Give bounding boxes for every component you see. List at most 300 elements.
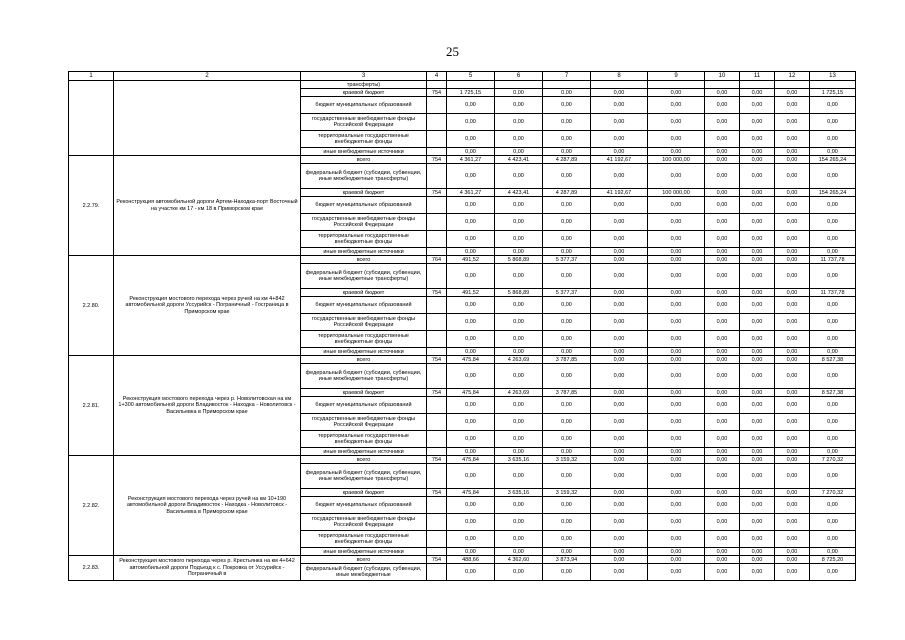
budget-code <box>427 164 447 189</box>
year-value: 0,00 <box>591 389 648 397</box>
budget-table-body <box>69 72 856 581</box>
year-value: 0,00 <box>447 231 495 248</box>
year-value: 0,00 <box>775 431 810 448</box>
column-number: 10 <box>705 72 740 81</box>
budget-code <box>427 564 447 581</box>
year-value: 0,00 <box>740 348 775 356</box>
year-value: 0,00 <box>740 148 775 156</box>
year-value: 0,00 <box>543 464 591 489</box>
year-value: 0,00 <box>740 256 775 264</box>
year-value: 0,00 <box>447 114 495 131</box>
year-value: 0,00 <box>775 256 810 264</box>
year-value: 0,00 <box>591 148 648 156</box>
column-number: 9 <box>648 72 705 81</box>
funding-source: иные внебюджетные источники <box>301 548 427 556</box>
total-value: 0,00 <box>810 448 856 456</box>
year-value: 0,00 <box>648 114 705 131</box>
year-value: 0,00 <box>705 214 740 231</box>
budget-code: 754 <box>427 389 447 397</box>
year-value: 0,00 <box>495 464 543 489</box>
year-value: 0,00 <box>447 397 495 414</box>
year-value: 0,00 <box>740 414 775 431</box>
year-value: 0,00 <box>648 489 705 497</box>
year-value: 0,00 <box>705 364 740 389</box>
total-value: 0,00 <box>810 514 856 531</box>
year-value: 0,00 <box>775 489 810 497</box>
year-value: 0,00 <box>495 114 543 131</box>
total-value: 0,00 <box>810 297 856 314</box>
year-value: 3 787,85 <box>543 356 591 364</box>
year-value <box>705 81 740 89</box>
year-value: 0,00 <box>648 431 705 448</box>
table-row <box>69 356 856 364</box>
funding-source: федеральный бюджет (субсидии, субвенции, иные межбюджетные трансферты) <box>301 264 427 289</box>
year-value: 0,00 <box>705 231 740 248</box>
year-value: 0,00 <box>705 248 740 256</box>
year-value: 0,00 <box>543 331 591 348</box>
year-value: 0,00 <box>705 148 740 156</box>
year-value: 0,00 <box>740 464 775 489</box>
year-value: 4 362,60 <box>495 556 543 564</box>
year-value: 0,00 <box>740 131 775 148</box>
total-value: 0,00 <box>810 431 856 448</box>
year-value: 0,00 <box>495 448 543 456</box>
funding-source: краевой бюджет <box>301 389 427 397</box>
year-value: 41 192,67 <box>591 189 648 197</box>
year-value <box>775 81 810 89</box>
total-value: 0,00 <box>810 348 856 356</box>
year-value: 475,84 <box>447 489 495 497</box>
year-value: 0,00 <box>648 514 705 531</box>
column-number: 1 <box>69 72 114 81</box>
funding-source: всего <box>301 556 427 564</box>
funding-source: территориальные государственные внебюджетные фонды <box>301 431 427 448</box>
budget-code <box>427 131 447 148</box>
year-value: 0,00 <box>543 197 591 214</box>
year-value: 0,00 <box>740 97 775 114</box>
year-value: 0,00 <box>591 531 648 548</box>
year-value: 0,00 <box>591 314 648 331</box>
year-value: 0,00 <box>591 497 648 514</box>
year-value: 0,00 <box>705 197 740 214</box>
funding-source: краевой бюджет <box>301 489 427 497</box>
total-value: 8 527,38 <box>810 389 856 397</box>
column-number: 12 <box>775 72 810 81</box>
year-value: 100 000,00 <box>648 156 705 164</box>
year-value: 475,84 <box>447 356 495 364</box>
year-value: 0,00 <box>775 214 810 231</box>
year-value: 0,00 <box>543 148 591 156</box>
year-value: 0,00 <box>740 531 775 548</box>
year-value: 0,00 <box>740 548 775 556</box>
year-value: 491,52 <box>447 256 495 264</box>
year-value: 0,00 <box>648 564 705 581</box>
year-value: 0,00 <box>740 448 775 456</box>
year-value: 0,00 <box>591 431 648 448</box>
total-value: 0,00 <box>810 97 856 114</box>
year-value: 0,00 <box>775 148 810 156</box>
measure-name: Реконструкция мостового перехода через ручей на км 10+190 автомобильной дороги Владивосток - Находка - Новолитовск - Васильевка в Приморском крае <box>114 456 301 556</box>
year-value: 0,00 <box>447 431 495 448</box>
total-value: 0,00 <box>810 148 856 156</box>
year-value: 0,00 <box>495 431 543 448</box>
year-value: 0,00 <box>705 514 740 531</box>
year-value: 0,00 <box>775 389 810 397</box>
total-value: 0,00 <box>810 564 856 581</box>
year-value: 0,00 <box>648 531 705 548</box>
year-value: 41 192,67 <box>591 156 648 164</box>
total-value: 0,00 <box>810 548 856 556</box>
total-value: 0,00 <box>810 231 856 248</box>
year-value: 0,00 <box>740 214 775 231</box>
year-value: 0,00 <box>543 264 591 289</box>
year-value: 0,00 <box>543 448 591 456</box>
year-value: 0,00 <box>543 314 591 331</box>
year-value: 0,00 <box>740 356 775 364</box>
measure-number: 2.2.80. <box>69 256 114 356</box>
year-value: 0,00 <box>775 548 810 556</box>
year-value: 3 787,85 <box>543 389 591 397</box>
year-value: 475,84 <box>447 389 495 397</box>
funding-source: бюджет муниципальных образований <box>301 297 427 314</box>
total-value: 7 270,32 <box>810 456 856 464</box>
year-value: 0,00 <box>775 314 810 331</box>
total-value: 0,00 <box>810 114 856 131</box>
year-value: 0,00 <box>495 131 543 148</box>
year-value: 0,00 <box>495 497 543 514</box>
budget-code: 754 <box>427 156 447 164</box>
funding-source: государственные внебюджетные фонды Российской Федерации <box>301 414 427 431</box>
year-value: 0,00 <box>447 531 495 548</box>
total-value: 0,00 <box>810 131 856 148</box>
year-value: 0,00 <box>447 131 495 148</box>
year-value: 0,00 <box>591 131 648 148</box>
year-value: 0,00 <box>740 314 775 331</box>
year-value: 0,00 <box>591 297 648 314</box>
total-value: 154 265,24 <box>810 156 856 164</box>
total-value: 0,00 <box>810 214 856 231</box>
funding-source: бюджет муниципальных образований <box>301 497 427 514</box>
table-row <box>69 156 856 164</box>
year-value: 0,00 <box>705 556 740 564</box>
year-value: 0,00 <box>495 231 543 248</box>
funding-source: иные внебюджетные источники <box>301 248 427 256</box>
year-value: 0,00 <box>705 97 740 114</box>
year-value: 0,00 <box>648 314 705 331</box>
column-number: 6 <box>495 72 543 81</box>
year-value: 0,00 <box>495 414 543 431</box>
year-value: 0,00 <box>775 414 810 431</box>
year-value: 0,00 <box>543 297 591 314</box>
year-value: 0,00 <box>740 331 775 348</box>
funding-source: территориальные государственные внебюджетные фонды <box>301 531 427 548</box>
year-value: 0,00 <box>775 131 810 148</box>
column-number: 3 <box>301 72 427 81</box>
year-value: 0,00 <box>447 297 495 314</box>
year-value: 0,00 <box>447 548 495 556</box>
column-number-row <box>69 72 856 81</box>
year-value: 0,00 <box>740 431 775 448</box>
total-value: 8 527,38 <box>810 356 856 364</box>
year-value: 0,00 <box>648 197 705 214</box>
year-value: 0,00 <box>705 131 740 148</box>
year-value: 0,00 <box>775 364 810 389</box>
measure-number: 2.2.81. <box>69 356 114 456</box>
year-value: 0,00 <box>740 114 775 131</box>
year-value: 0,00 <box>543 131 591 148</box>
funding-source: всего <box>301 356 427 364</box>
year-value: 0,00 <box>447 97 495 114</box>
year-value: 0,00 <box>648 289 705 297</box>
year-value: 0,00 <box>775 456 810 464</box>
year-value: 0,00 <box>648 356 705 364</box>
year-value: 0,00 <box>543 89 591 97</box>
year-value: 4 263,69 <box>495 389 543 397</box>
year-value: 0,00 <box>591 348 648 356</box>
year-value: 0,00 <box>775 189 810 197</box>
year-value: 0,00 <box>591 514 648 531</box>
measure-name: Реконструкция автомобильной дороги Артем-Находка-порт Восточный на участке км 17 - км 18 в Приморском крае <box>114 156 301 256</box>
column-number: 5 <box>447 72 495 81</box>
year-value <box>591 81 648 89</box>
funding-source: государственные внебюджетные фонды Российской Федерации <box>301 214 427 231</box>
year-value: 0,00 <box>591 214 648 231</box>
funding-source: всего <box>301 156 427 164</box>
year-value: 0,00 <box>740 156 775 164</box>
year-value: 0,00 <box>648 389 705 397</box>
funding-source: бюджет муниципальных образований <box>301 397 427 414</box>
funding-source: территориальные государственные внебюджетные фонды <box>301 331 427 348</box>
year-value: 0,00 <box>705 548 740 556</box>
year-value: 0,00 <box>591 489 648 497</box>
year-value: 0,00 <box>543 164 591 189</box>
year-value: 0,00 <box>447 148 495 156</box>
budget-code <box>427 148 447 156</box>
year-value: 0,00 <box>447 464 495 489</box>
year-value: 0,00 <box>648 264 705 289</box>
year-value: 4 287,89 <box>543 156 591 164</box>
funding-source: федеральный бюджет (субсидии, субвенции, иные межбюджетные трансферты) <box>301 364 427 389</box>
year-value <box>740 81 775 89</box>
year-value: 0,00 <box>495 164 543 189</box>
year-value: 0,00 <box>648 556 705 564</box>
year-value: 475,84 <box>447 456 495 464</box>
year-value: 5 377,37 <box>543 289 591 297</box>
year-value: 0,00 <box>705 456 740 464</box>
year-value: 0,00 <box>775 231 810 248</box>
year-value: 0,00 <box>648 89 705 97</box>
budget-code <box>427 464 447 489</box>
column-number: 2 <box>114 72 301 81</box>
year-value: 4 423,41 <box>495 156 543 164</box>
column-number: 11 <box>740 72 775 81</box>
funding-source: бюджет муниципальных образований <box>301 197 427 214</box>
year-value: 0,00 <box>705 497 740 514</box>
year-value: 0,00 <box>648 414 705 431</box>
year-value: 0,00 <box>740 564 775 581</box>
year-value: 0,00 <box>648 164 705 189</box>
budget-code <box>427 364 447 389</box>
year-value: 0,00 <box>775 564 810 581</box>
year-value: 0,00 <box>775 97 810 114</box>
year-value: 0,00 <box>740 164 775 189</box>
year-value: 3 873,94 <box>543 556 591 564</box>
funding-source: иные внебюджетные источники <box>301 148 427 156</box>
total-value: 0,00 <box>810 531 856 548</box>
year-value: 0,00 <box>740 297 775 314</box>
year-value: 0,00 <box>705 564 740 581</box>
year-value: 0,00 <box>775 556 810 564</box>
total-value: 0,00 <box>810 264 856 289</box>
year-value: 0,00 <box>495 97 543 114</box>
year-value: 0,00 <box>591 364 648 389</box>
budget-code: 754 <box>427 89 447 97</box>
column-number: 8 <box>591 72 648 81</box>
year-value: 0,00 <box>740 514 775 531</box>
year-value: 0,00 <box>591 89 648 97</box>
total-value: 0,00 <box>810 314 856 331</box>
year-value: 0,00 <box>591 456 648 464</box>
year-value: 0,00 <box>495 214 543 231</box>
column-number: 4 <box>427 72 447 81</box>
budget-code <box>427 397 447 414</box>
year-value: 5 868,89 <box>495 256 543 264</box>
budget-code <box>427 431 447 448</box>
year-value: 0,00 <box>591 256 648 264</box>
year-value: 0,00 <box>705 331 740 348</box>
year-value: 0,00 <box>495 148 543 156</box>
year-value: 0,00 <box>648 231 705 248</box>
budget-code: 754 <box>427 489 447 497</box>
year-value: 491,52 <box>447 289 495 297</box>
funding-source: территориальные государственные внебюджетные фонды <box>301 231 427 248</box>
year-value: 3 635,16 <box>495 489 543 497</box>
year-value: 0,00 <box>775 531 810 548</box>
budget-code <box>427 348 447 356</box>
year-value: 0,00 <box>543 548 591 556</box>
year-value: 0,00 <box>543 97 591 114</box>
funding-source: иные внебюджетные источники <box>301 448 427 456</box>
budget-code <box>427 497 447 514</box>
year-value: 3 159,32 <box>543 489 591 497</box>
funding-source: федеральный бюджет (субсидии, субвенции, иные межбюджетные трансферты) <box>301 164 427 189</box>
year-value: 0,00 <box>591 114 648 131</box>
year-value: 0,00 <box>495 514 543 531</box>
year-value: 0,00 <box>543 364 591 389</box>
year-value: 0,00 <box>740 264 775 289</box>
year-value: 0,00 <box>775 356 810 364</box>
measure-number: 2.2.79. <box>69 156 114 256</box>
budget-code <box>427 97 447 114</box>
year-value: 0,00 <box>543 431 591 448</box>
year-value: 0,00 <box>705 397 740 414</box>
year-value: 488,66 <box>447 556 495 564</box>
year-value: 0,00 <box>775 114 810 131</box>
year-value: 0,00 <box>495 564 543 581</box>
year-value: 0,00 <box>775 348 810 356</box>
year-value: 0,00 <box>543 114 591 131</box>
funding-source: всего <box>301 456 427 464</box>
year-value: 0,00 <box>591 164 648 189</box>
column-number: 13 <box>810 72 856 81</box>
year-value: 0,00 <box>705 348 740 356</box>
year-value: 0,00 <box>591 197 648 214</box>
total-value <box>810 81 856 89</box>
year-value: 0,00 <box>495 548 543 556</box>
year-value: 0,00 <box>648 248 705 256</box>
year-value: 0,00 <box>705 356 740 364</box>
year-value: 0,00 <box>543 564 591 581</box>
year-value: 0,00 <box>775 197 810 214</box>
total-value: 0,00 <box>810 414 856 431</box>
year-value: 0,00 <box>447 448 495 456</box>
year-value: 0,00 <box>447 364 495 389</box>
year-value: 4 361,27 <box>447 189 495 197</box>
year-value: 0,00 <box>543 348 591 356</box>
year-value: 0,00 <box>775 264 810 289</box>
year-value: 3 159,32 <box>543 456 591 464</box>
year-value: 0,00 <box>740 556 775 564</box>
year-value: 0,00 <box>740 289 775 297</box>
year-value: 0,00 <box>543 497 591 514</box>
year-value: 0,00 <box>740 248 775 256</box>
year-value: 0,00 <box>543 248 591 256</box>
funding-source: иные внебюджетные источники <box>301 348 427 356</box>
year-value: 0,00 <box>705 189 740 197</box>
year-value: 0,00 <box>648 364 705 389</box>
year-value: 0,00 <box>591 231 648 248</box>
year-value: 4 361,27 <box>447 156 495 164</box>
year-value: 0,00 <box>740 389 775 397</box>
measure-number: 2.2.82. <box>69 456 114 556</box>
year-value: 0,00 <box>740 197 775 214</box>
measure-name <box>114 81 301 156</box>
year-value: 0,00 <box>495 397 543 414</box>
year-value: 0,00 <box>447 564 495 581</box>
year-value: 0,00 <box>740 397 775 414</box>
year-value: 0,00 <box>591 248 648 256</box>
budget-code <box>427 231 447 248</box>
funding-source: бюджет муниципальных образований <box>301 97 427 114</box>
year-value: 0,00 <box>775 164 810 189</box>
year-value: 0,00 <box>447 514 495 531</box>
year-value: 0,00 <box>775 297 810 314</box>
total-value: 1 725,15 <box>810 89 856 97</box>
year-value: 0,00 <box>648 397 705 414</box>
funding-source: государственные внебюджетные фонды Российской Федерации <box>301 114 427 131</box>
funding-source: государственные внебюджетные фонды Российской Федерации <box>301 514 427 531</box>
year-value: 0,00 <box>648 348 705 356</box>
year-value: 0,00 <box>648 97 705 114</box>
budget-code <box>427 248 447 256</box>
table-row <box>69 256 856 264</box>
budget-code: 764 <box>427 256 447 264</box>
total-value: 11 737,78 <box>810 256 856 264</box>
budget-code: 754 <box>427 289 447 297</box>
budget-code <box>427 264 447 289</box>
year-value: 0,00 <box>775 464 810 489</box>
year-value: 0,00 <box>648 131 705 148</box>
year-value: 0,00 <box>447 348 495 356</box>
year-value: 0,00 <box>705 89 740 97</box>
budget-code <box>427 514 447 531</box>
year-value: 0,00 <box>495 531 543 548</box>
year-value: 0,00 <box>705 114 740 131</box>
measure-name: Реконструкция мостового перехода через р. Крестьянка на км 4+642 автомобильной дороги Подъезд к с. Покровка от Уссурийск - Пограничный в <box>114 556 301 581</box>
total-value: 154 265,24 <box>810 189 856 197</box>
year-value: 0,00 <box>447 197 495 214</box>
year-value: 0,00 <box>591 264 648 289</box>
